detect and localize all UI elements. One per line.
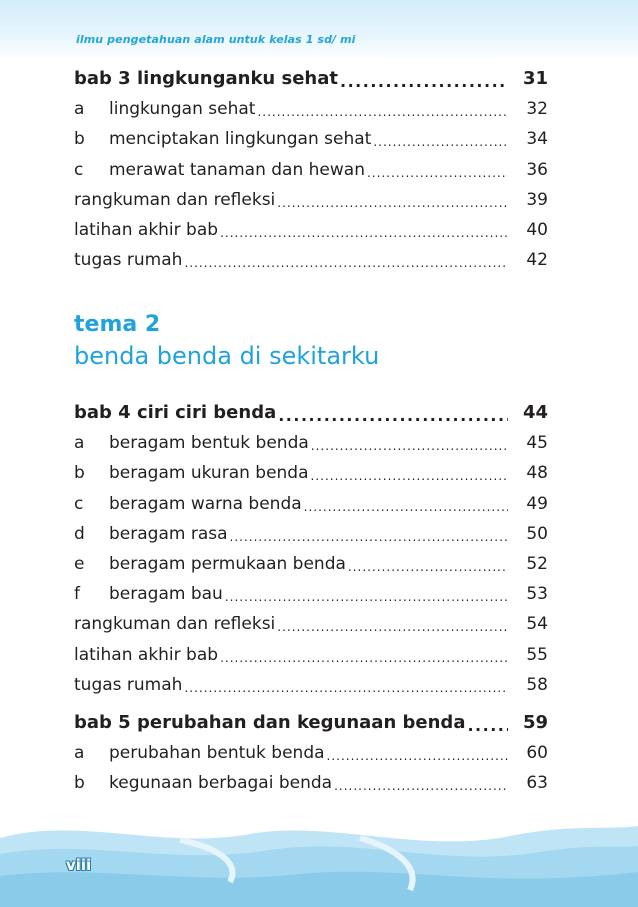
- toc-entry-label: latihan akhir bab: [74, 220, 219, 240]
- toc-entry-letter: b: [74, 773, 85, 794]
- toc-entry-row: [74, 668, 548, 696]
- toc-entry-label: tugas rumah: [74, 674, 183, 695]
- dot-leader: [184, 255, 508, 271]
- toc-chapter-row: [74, 396, 548, 424]
- toc-entry-letter: c: [74, 159, 84, 180]
- toc-page-number: 32: [526, 99, 548, 120]
- toc-entry-letter: a: [74, 99, 85, 120]
- dot-leader: [257, 104, 508, 120]
- header-band: [0, 0, 638, 62]
- toc-entry-row: [74, 638, 548, 666]
- toc-entry-label: beragam bentuk benda: [109, 433, 309, 454]
- toc-page-number: 36: [526, 159, 548, 180]
- toc-page-number: 54: [526, 614, 548, 635]
- toc-entry-label: menciptakan lingkungan sehat: [109, 129, 372, 150]
- dot-leader: [334, 778, 508, 794]
- dot-leader: [304, 499, 508, 515]
- toc-entry-row: [74, 122, 548, 150]
- toc-entry-label: bab 3 lingkunganku sehat: [74, 68, 338, 89]
- toc-entry-label: beragam bau: [109, 584, 223, 605]
- dot-leader: [220, 225, 508, 241]
- toc-entry-row: [74, 456, 548, 484]
- dot-leader: [467, 718, 508, 734]
- toc-page-number: 44: [522, 402, 548, 423]
- toc-entry-label: beragam ukuran benda: [109, 463, 309, 484]
- toc-entry-row: [74, 517, 548, 545]
- toc-entry-label: tugas rumah: [74, 250, 183, 271]
- running-head: ilmu pengetahuan alam untuk kelas 1 sd/ mi: [76, 33, 356, 46]
- page-number: viii: [66, 856, 92, 874]
- tema-subtitle: benda benda di sekitarku: [74, 342, 380, 370]
- tema-title: tema 2: [74, 312, 161, 337]
- toc-entry-label: bab 5 perubahan dan kegunaan benda: [74, 712, 466, 733]
- toc-chapter-row: [74, 62, 548, 90]
- dot-leader: [311, 438, 508, 454]
- toc-entry-label: rangkuman dan refleksi: [74, 189, 276, 210]
- toc-page-number: 42: [526, 250, 548, 271]
- toc-entry-row: [74, 736, 548, 764]
- toc-entry-row: [74, 547, 548, 575]
- toc-entry-row: [74, 577, 548, 605]
- toc-entry-label: kegunaan berbagai benda: [109, 773, 333, 794]
- toc-page-number: 60: [526, 743, 548, 764]
- toc-entry-row: [74, 426, 548, 454]
- toc-page-number: 50: [526, 523, 548, 544]
- toc-page-number: 59: [522, 712, 548, 733]
- dot-leader: [340, 74, 508, 90]
- dot-leader: [277, 195, 508, 211]
- footer-water-band: [0, 820, 638, 907]
- toc-page-number: 40: [526, 220, 548, 240]
- toc-entry-row: [74, 243, 548, 271]
- toc-entry-letter: b: [74, 463, 85, 484]
- toc-entry-label: bab 4 ciri ciri benda: [74, 402, 277, 423]
- toc-page-number: 53: [526, 584, 548, 605]
- toc-page-number: 49: [526, 493, 548, 514]
- toc-page-number: 55: [526, 644, 548, 665]
- toc-entry-label: latihan akhir bab: [74, 644, 219, 665]
- toc-entry-letter: a: [74, 743, 85, 764]
- toc-entry-row: [74, 607, 548, 635]
- toc-entry-letter: b: [74, 129, 85, 150]
- toc-entry-row: [74, 92, 548, 120]
- toc-entry-label: merawat tanaman dan hewan: [109, 159, 365, 180]
- toc-chapter-row: [74, 706, 548, 734]
- toc-entry-letter: f: [74, 584, 80, 605]
- toc-entry-label: lingkungan sehat: [109, 99, 256, 120]
- toc-entry-label: beragam rasa: [109, 523, 228, 544]
- toc-entry-letter: a: [74, 433, 85, 454]
- toc-page-number: 52: [526, 554, 548, 574]
- dot-leader: [311, 468, 508, 484]
- dot-leader: [277, 619, 508, 635]
- toc-entry-label: beragam warna benda: [109, 493, 302, 514]
- toc-entry-letter: e: [74, 554, 85, 574]
- dot-leader: [184, 680, 508, 696]
- toc-page-number: 58: [526, 674, 548, 695]
- toc-page-number: 63: [526, 773, 548, 794]
- toc-page-number: 34: [526, 129, 548, 150]
- dot-leader: [278, 408, 508, 424]
- toc-entry-letter: c: [74, 493, 84, 514]
- toc-entry-row: [74, 183, 548, 211]
- toc-entry-row: [74, 153, 548, 181]
- toc-entry-letter: d: [74, 523, 85, 544]
- dot-leader: [230, 529, 508, 545]
- dot-leader: [348, 559, 508, 575]
- toc-entry-label: rangkuman dan refleksi: [74, 614, 276, 635]
- toc-entry-label: perubahan bentuk benda: [109, 743, 325, 764]
- dot-leader: [373, 134, 508, 150]
- toc-entry-label: beragam permukaan benda: [109, 554, 346, 574]
- dot-leader: [225, 589, 508, 605]
- toc-entry-row: [74, 487, 548, 515]
- dot-leader: [220, 650, 508, 666]
- dot-leader: [367, 165, 508, 181]
- toc-entry-row: [74, 766, 548, 794]
- toc-page-number: 31: [522, 68, 548, 89]
- toc-page-number: 45: [526, 433, 548, 454]
- dot-leader: [327, 748, 508, 764]
- toc-entry-row: [74, 213, 548, 241]
- toc-page-number: 39: [526, 189, 548, 210]
- toc-page-number: 48: [526, 463, 548, 484]
